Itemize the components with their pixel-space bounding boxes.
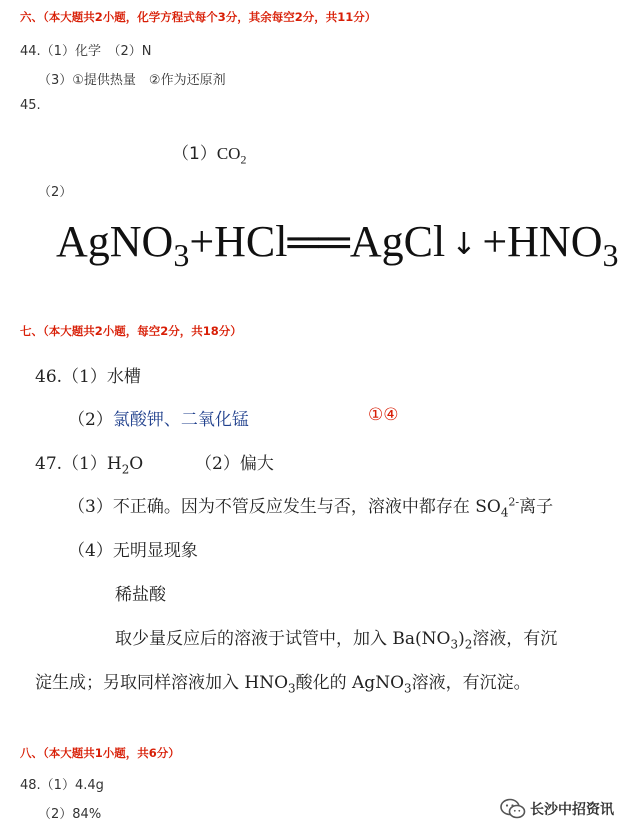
equation-subscript-1: 3: [173, 237, 190, 273]
equation-part-2: +HCl══AgCl: [189, 217, 446, 266]
q48-part-2: （2）84%: [38, 807, 102, 822]
q46-part-1: 46.（1）水槽: [35, 367, 141, 387]
q47-procedure-line-2: 淀生成；另取同样溶液加入 $HNO_3$酸化的 AgNO$_3$溶液，有沉淀。: [35, 673, 531, 696]
section-6-title: 六、（本大题共2小题，化学方程式每个3分，其余每空2分，共11分）: [20, 10, 377, 24]
wechat-icon: [500, 798, 526, 820]
q45-number: 45.: [20, 98, 41, 113]
q45-part-1: [172, 139, 246, 167]
q45-part-1-formula: $CO_2$: [216, 144, 247, 167]
q44-line-2: （3）①提供热量 ②作为还原剂: [38, 73, 226, 88]
q47-reagent: 稀盐酸: [115, 585, 166, 605]
q45-part-1-label: （1）: [172, 144, 217, 164]
watermark: [500, 798, 614, 820]
section-8-title: 八、（本大题共1小题，共6分）: [20, 746, 180, 760]
q46-part-2-choice: ①④: [368, 405, 399, 425]
q46-part-2-label: （2）: [68, 410, 113, 430]
section-7-title: 七、（本大题共2小题，每空2分，共18分）: [20, 324, 242, 338]
equation-subscript-3: 3: [602, 237, 619, 273]
q47-part-2: （2）偏大: [195, 454, 274, 474]
q48-part-1: 48.（1）4.4g: [20, 778, 104, 793]
q44-line-1: 44.（1）化学 （2）N: [20, 44, 152, 59]
water-formula: $H_2O$: [106, 454, 144, 477]
q47-part-3: （3）不正确。因为不管反应发生与否，溶液中都存在 $SO_4^{2-}$离子: [68, 495, 554, 520]
q47-part-1: $47.(1)H_2O$: [35, 454, 144, 477]
equation-part-3: +HNO: [482, 217, 603, 266]
q47-procedure-line-1: 取少量反应后的溶液于试管中，加入 $Ba(NO_3)_2$溶液，有沉: [115, 629, 558, 652]
chemical-equation: [56, 216, 619, 273]
q46-part-2: [68, 405, 249, 430]
q46-part-2-answer: 氯酸钾、二氧化锰: [112, 410, 249, 430]
precipitate-arrow: ↓: [451, 227, 477, 262]
q45-part-2-label: （2）: [38, 185, 73, 200]
q47-part-4: （4）无明显现象: [68, 541, 198, 561]
watermark-text: 长沙中招资讯: [530, 802, 614, 818]
equation-part-1: AgNO: [56, 217, 174, 266]
